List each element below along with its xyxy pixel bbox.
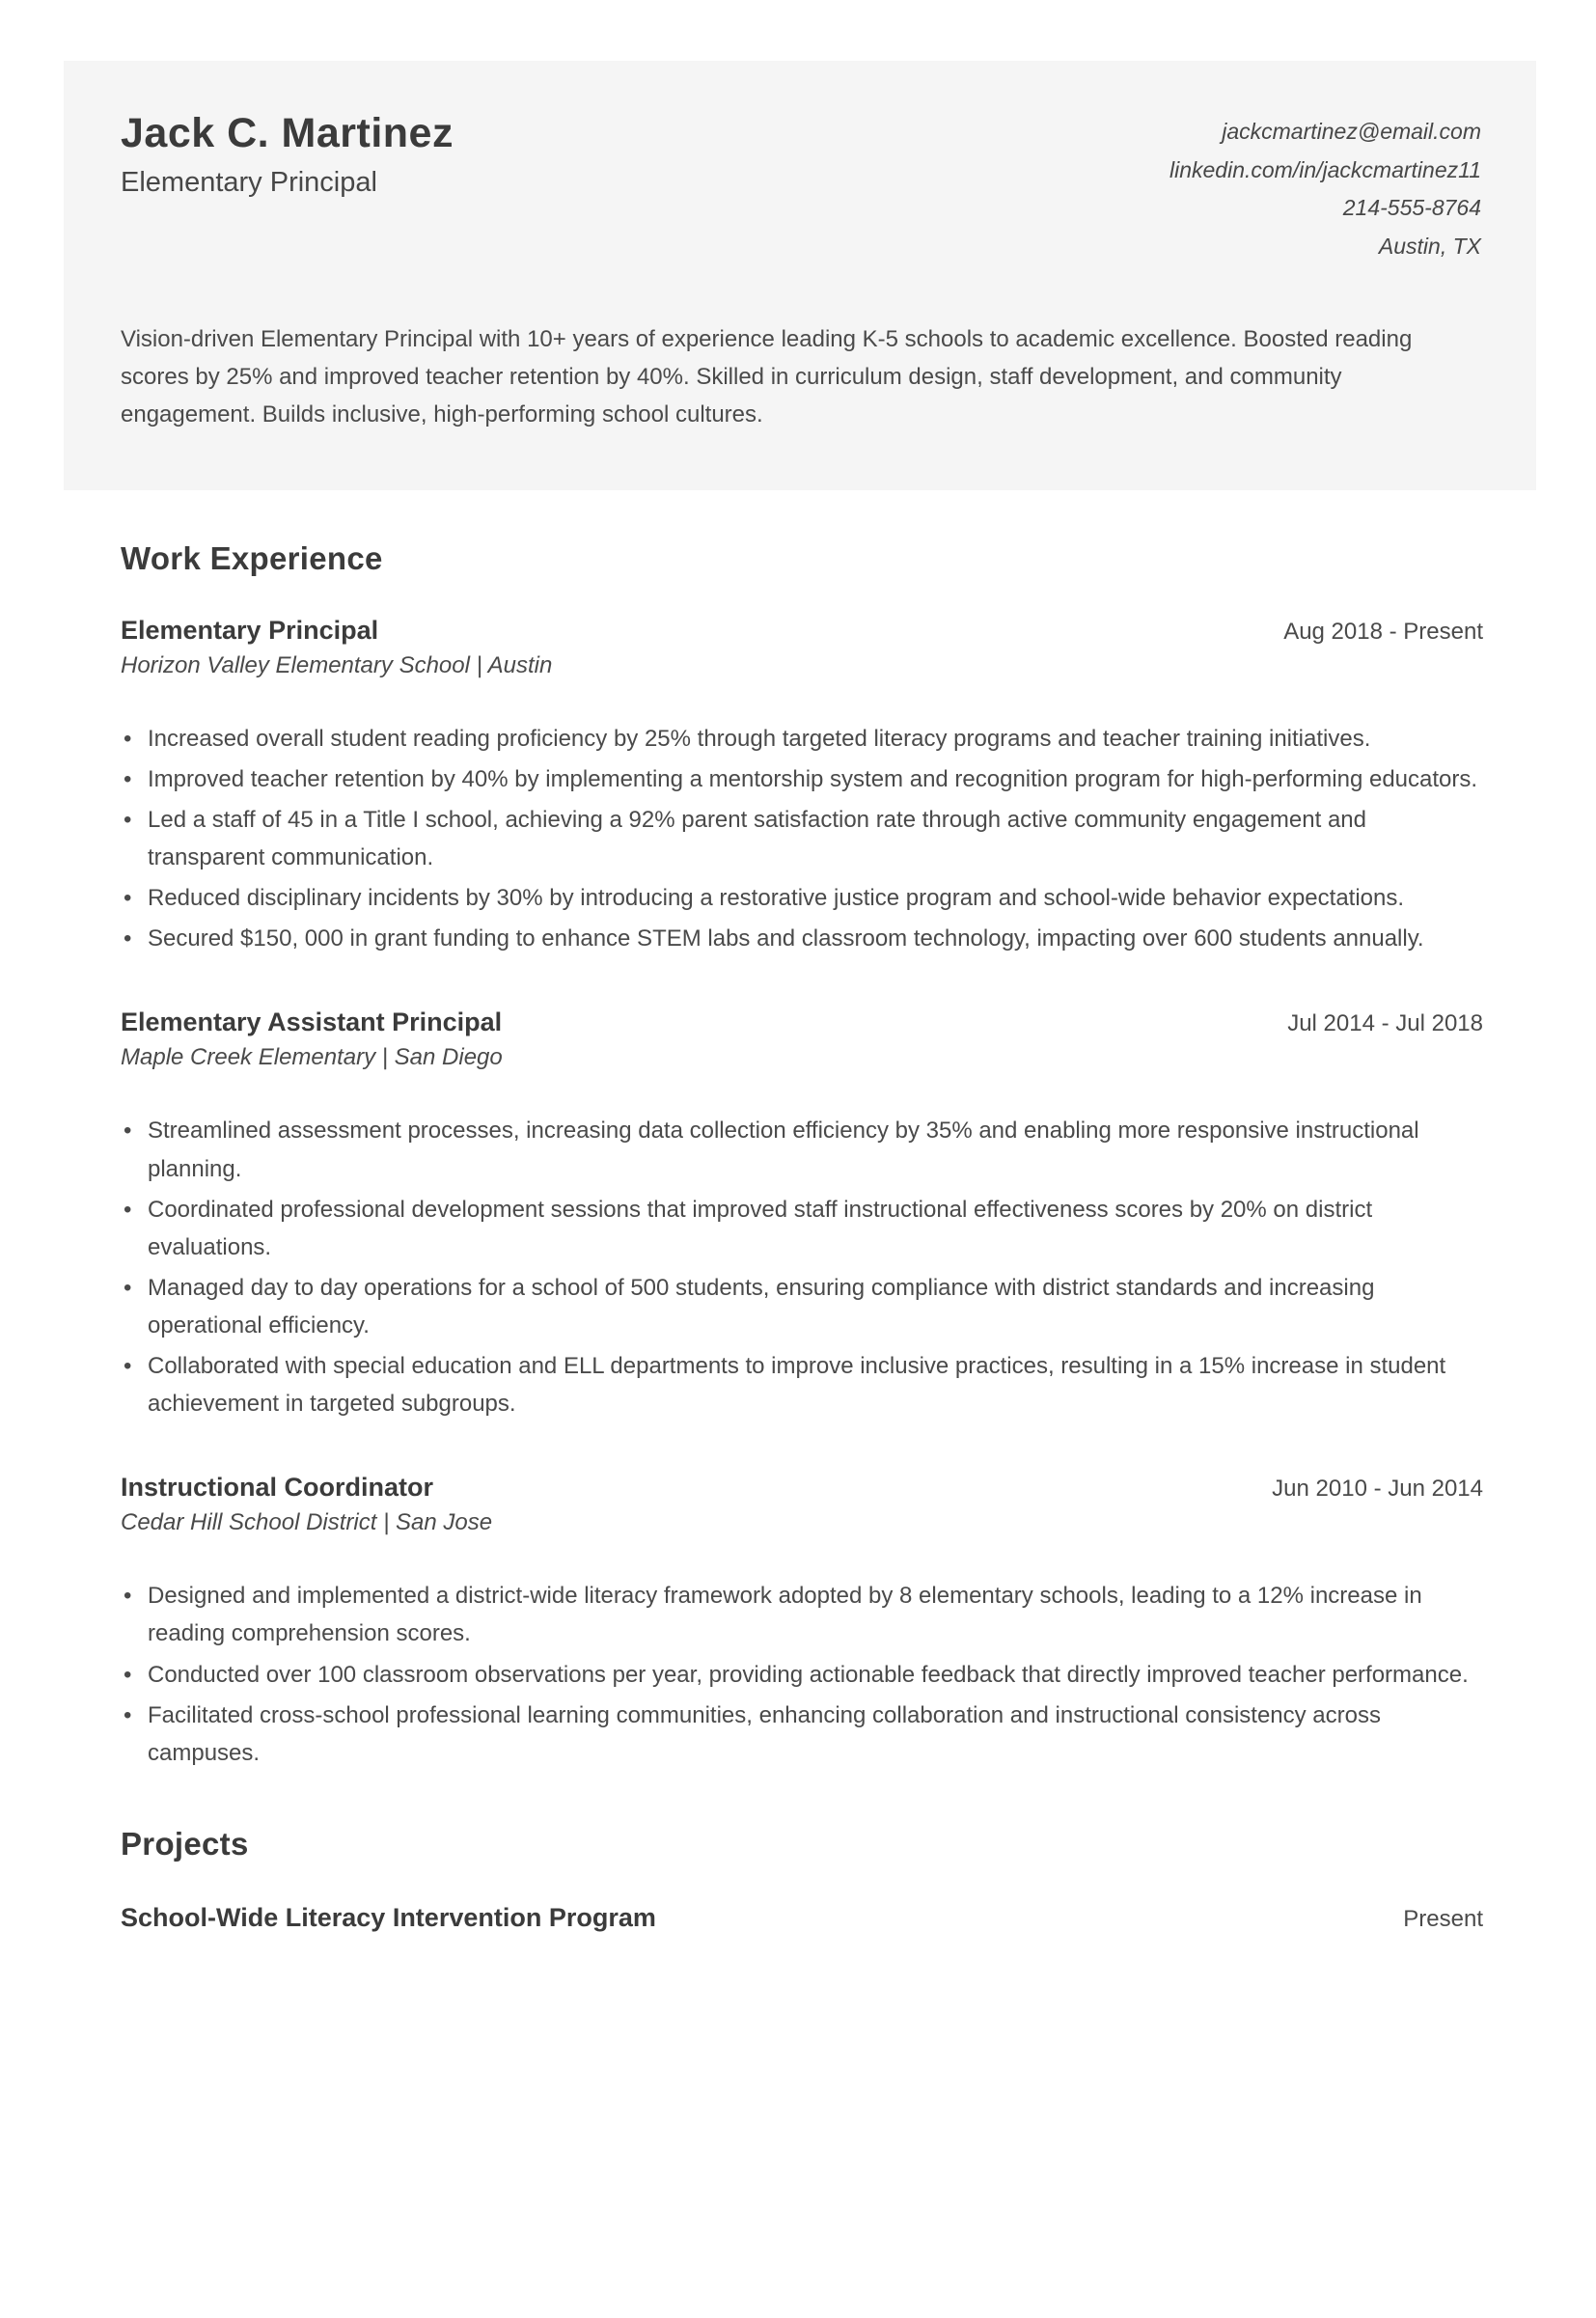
bullet-item: • Secured $150, 000 in grant funding to enhance STEM labs and classroom technology, impacting over 600 students annually.	[148, 920, 1483, 957]
job-company: Maple Creek Elementary | San Diego	[121, 1044, 503, 1071]
job-dates: Jun 2010 - Jun 2014	[1272, 1476, 1483, 1503]
bullet-item: • Managed day to day operations for a school of 500 students, ensuring compliance with district standards and increasing operational efficiency.	[148, 1269, 1483, 1344]
project-head	[121, 1903, 1483, 1933]
project-item-1	[121, 1903, 1483, 1933]
job-head	[121, 1007, 1483, 1037]
job-title: Elementary Assistant Principal	[121, 1007, 503, 1037]
person-job-title: Elementary Principal	[121, 166, 377, 198]
contact-location: Austin, TX	[1378, 233, 1481, 259]
experience-item-3	[121, 1473, 1483, 1772]
bullet-item: • Collaborated with special education and ELL departments to improve inclusive practices, resulting in a 15% increase in student achievement in targeted subgroups.	[148, 1347, 1483, 1422]
resume-page	[0, 61, 1596, 2318]
bullet-item: • Increased overall student reading proficiency by 25% through targeted literacy programs and teacher training initiatives.	[148, 720, 1483, 758]
bullet-item: • Coordinated professional development sessions that improved staff instructional effectiveness scores by 20% on district evaluations.	[148, 1191, 1483, 1266]
job-head	[121, 1473, 1483, 1503]
contact-phone: 214-555-8764	[1342, 195, 1481, 221]
bullet-item: • Designed and implemented a district-wide literacy framework adopted by 8 elementary schools, leading to a 12% increase in reading comprehension scores.	[148, 1577, 1483, 1652]
contact-email: jackcmartinez@email.com	[1222, 119, 1481, 144]
job-title: Elementary Principal	[121, 615, 379, 645]
job-bullet-list	[121, 1577, 1483, 1772]
identity-block	[121, 109, 454, 199]
bullet-item: • Streamlined assessment processes, increasing data collection efficiency by 35% and enabling more responsive instructional planning.	[148, 1112, 1483, 1187]
job-bullet-list	[121, 720, 1483, 958]
job-company: Cedar Hill School District | San Jose	[121, 1509, 493, 1536]
bullet-item: • Facilitated cross-school professional learning communities, enhancing collaboration and instructional consistency across campuses.	[148, 1697, 1483, 1772]
job-head	[121, 616, 1483, 646]
bullet-item: • Led a staff of 45 in a Title I school, achieving a 92% parent satisfaction rate through active community engagement and transparent communication.	[148, 801, 1483, 876]
summary-paragraph: Vision-driven Elementary Principal with 10+ years of experience leading K-5 schools to academic excellence. Boosted reading scores by 25% and improved teacher retention by 40%. Skilled in curriculum design, staff development, and community engagement. Builds inclusive, high-performing school cultures.	[121, 326, 1413, 428]
job-dates: Jul 2014 - Jul 2018	[1287, 1010, 1483, 1037]
project-title: School-Wide Literacy Intervention Program	[121, 1902, 656, 1932]
job-company: Horizon Valley Elementary School | Austin	[121, 651, 553, 678]
section-heading-work-experience: Work Experience	[121, 539, 383, 576]
bullet-item: • Improved teacher retention by 40% by implementing a mentorship system and recognition program for high-performing educators.	[148, 760, 1483, 798]
resume-body	[121, 540, 1483, 2049]
experience-item-2	[121, 1007, 1483, 1422]
bullet-item: • Reduced disciplinary incidents by 30% by introducing a restorative justice program and school-wide behavior expectations.	[148, 879, 1483, 917]
job-bullet-list	[121, 1112, 1483, 1422]
job-dates: Aug 2018 - Present	[1283, 618, 1483, 645]
header-top-row	[121, 109, 1481, 265]
person-name: Jack C. Martinez	[121, 110, 454, 156]
contact-linkedin: linkedin.com/in/jackcmartinez11	[1169, 156, 1481, 182]
section-heading-projects: Projects	[121, 1825, 249, 1862]
bullet-item: • Conducted over 100 classroom observations per year, providing actionable feedback that directly improved teacher performance.	[148, 1656, 1483, 1694]
experience-item-1	[121, 616, 1483, 958]
resume-header	[64, 61, 1536, 490]
contact-block	[1169, 109, 1481, 265]
project-dates: Present	[1403, 1905, 1483, 1932]
job-title: Instructional Coordinator	[121, 1473, 433, 1503]
